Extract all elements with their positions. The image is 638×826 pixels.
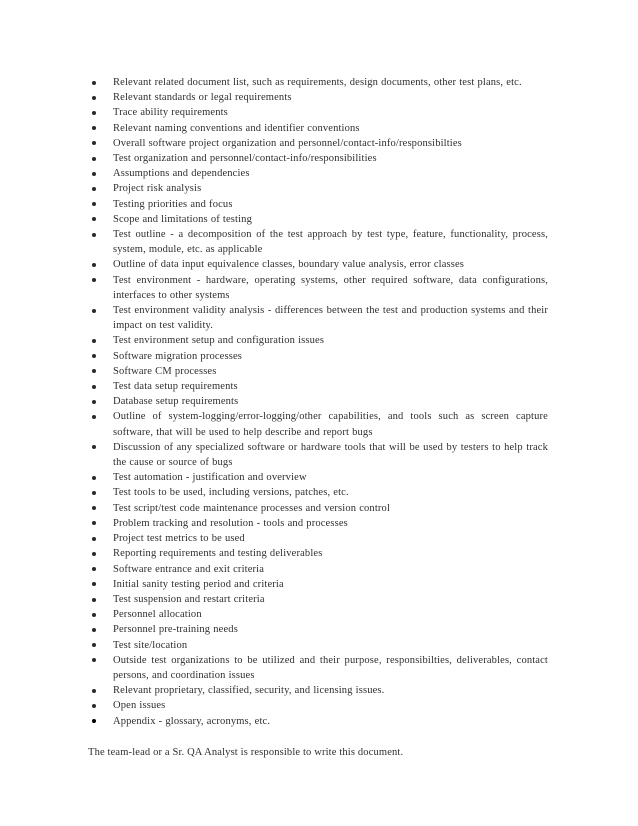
bullet-icon — [92, 339, 96, 343]
list-item: Test suspension and restart criteria — [88, 592, 548, 607]
list-item: Assumptions and dependencies — [88, 166, 548, 181]
list-item: Relevant related document list, such as requirements, design documents, other test plans, etc. — [88, 75, 548, 90]
bullet-icon — [92, 400, 96, 404]
list-item: Testing priorities and focus — [88, 197, 548, 212]
bullet-icon — [92, 126, 96, 130]
list-item: Software CM processes — [88, 364, 548, 379]
list-item: Test tools to be used, including versions, patches, etc. — [88, 485, 548, 500]
list-item: Database setup requirements — [88, 394, 548, 409]
list-item: Outline of data input equivalence classes, boundary value analysis, error classes — [88, 257, 548, 272]
bullet-icon — [92, 354, 96, 358]
list-item: Outline of system-logging/error-logging/other capabilities, and tools such as screen capture software, that will be used to help describe and report bugs — [88, 409, 548, 439]
list-item: Scope and limitations of testing — [88, 212, 548, 227]
bullet-icon — [92, 141, 96, 145]
list-item: Test automation - justification and overview — [88, 470, 548, 485]
list-item: Trace ability requirements — [88, 105, 548, 120]
bullet-icon — [92, 613, 96, 617]
bullet-icon — [92, 187, 96, 191]
bullet-icon — [92, 369, 96, 373]
bullet-icon — [92, 111, 96, 115]
bullet-icon — [92, 537, 96, 541]
bullet-icon — [92, 157, 96, 161]
bullet-icon — [92, 278, 96, 282]
bullet-icon — [92, 552, 96, 556]
bullet-icon — [92, 96, 96, 100]
list-item: Test organization and personnel/contact-info/responsibilities — [88, 151, 548, 166]
bullet-icon — [92, 506, 96, 510]
bullet-icon — [92, 491, 96, 495]
bullet-icon — [92, 202, 96, 206]
bullet-icon — [92, 689, 96, 693]
list-item: Test environment validity analysis - differences between the test and production systems and their impact on test validity. — [88, 303, 548, 333]
bullet-icon — [92, 628, 96, 632]
list-item: Open issues — [88, 698, 548, 713]
bullet-icon — [92, 385, 96, 389]
list-item: Relevant proprietary, classified, security, and licensing issues. — [88, 683, 548, 698]
list-item: Relevant standards or legal requirements — [88, 90, 548, 105]
bullet-icon — [92, 582, 96, 586]
list-item: Appendix - glossary, acronyms, etc. — [88, 714, 548, 729]
list-item: Initial sanity testing period and criteria — [88, 577, 548, 592]
list-item: Software migration processes — [88, 349, 548, 364]
closing-paragraph: The team-lead or a Sr. QA Analyst is responsible to write this document. — [88, 746, 404, 758]
bullet-icon — [92, 521, 96, 525]
list-item: Relevant naming conventions and identifier conventions — [88, 121, 548, 136]
bullet-icon — [92, 567, 96, 571]
list-item: Reporting requirements and testing deliverables — [88, 546, 548, 561]
bullet-icon — [92, 415, 96, 419]
list-item: Test data setup requirements — [88, 379, 548, 394]
bullet-list — [88, 75, 548, 729]
list-item: Test site/location — [88, 638, 548, 653]
bullet-icon — [92, 217, 96, 221]
list-item: Overall software project organization and personnel/contact-info/responsibilties — [88, 136, 548, 151]
list-item: Outside test organizations to be utilized and their purpose, responsibilties, deliverables, contact persons, and coordination issues — [88, 653, 548, 683]
list-item: Problem tracking and resolution - tools and processes — [88, 516, 548, 531]
list-item: Test script/test code maintenance processes and version control — [88, 501, 548, 516]
bullet-icon — [92, 445, 96, 449]
bullet-icon — [92, 309, 96, 313]
list-item: Discussion of any specialized software or hardware tools that will be used by testers to help track the cause or source of bugs — [88, 440, 548, 470]
bullet-icon — [92, 658, 96, 662]
bullet-icon — [92, 704, 96, 708]
bullet-icon — [92, 233, 96, 237]
bullet-icon — [92, 643, 96, 647]
bullet-icon — [92, 719, 97, 724]
bullet-icon — [92, 81, 96, 85]
list-item: Project risk analysis — [88, 181, 548, 196]
bullet-icon — [92, 172, 96, 176]
bullet-icon — [92, 598, 96, 602]
list-item: Test environment - hardware, operating systems, other required software, data configurations, interfaces to other systems — [88, 273, 548, 303]
bullet-icon — [92, 476, 96, 480]
list-item: Test outline - a decomposition of the test approach by test type, feature, functionality, process, system, module, etc. as applicable — [88, 227, 548, 257]
list-item: Personnel pre-training needs — [88, 622, 548, 637]
list-item: Project test metrics to be used — [88, 531, 548, 546]
list-item: Test environment setup and configuration issues — [88, 333, 548, 348]
bullet-icon — [92, 263, 96, 267]
list-item: Software entrance and exit criteria — [88, 562, 548, 577]
list-item: Personnel allocation — [88, 607, 548, 622]
